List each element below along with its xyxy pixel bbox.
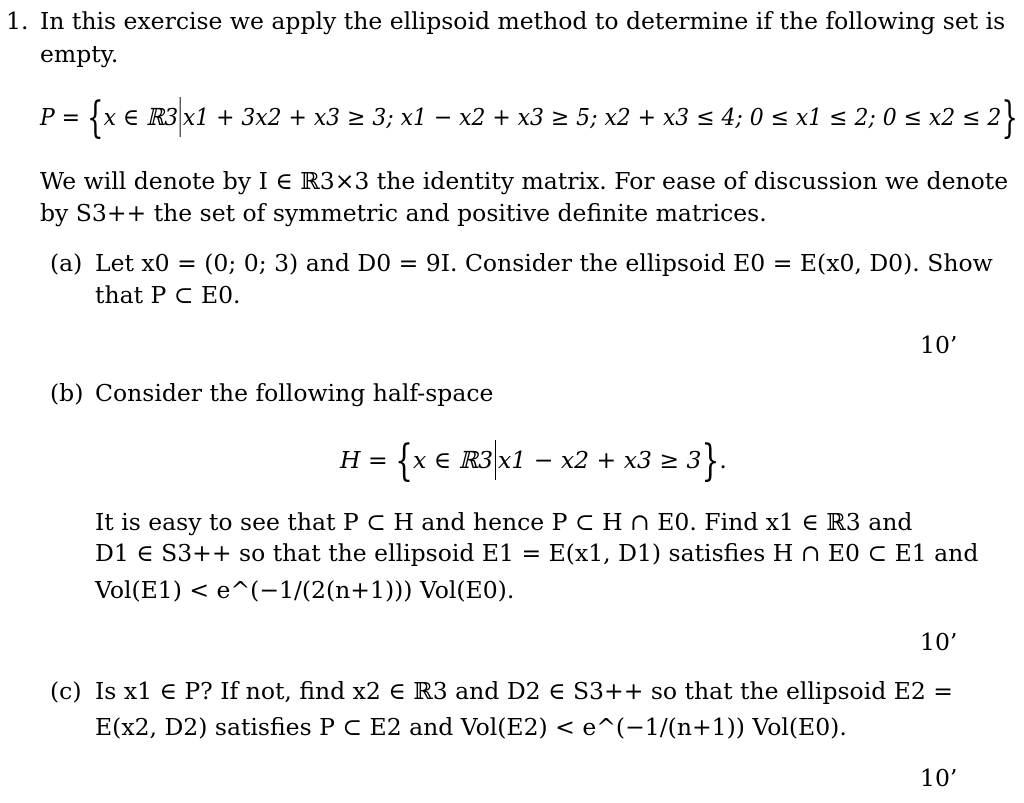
part-a-label: (a)	[50, 249, 83, 277]
set-p-definition	[40, 91, 1018, 144]
halfspace-lhs: H =	[340, 446, 388, 474]
halfspace-element: x ∈ ℝ3	[412, 446, 494, 474]
part-b-points: 10’	[920, 628, 958, 656]
halfspace-period: .	[719, 446, 727, 474]
part-a-points: 10’	[920, 331, 958, 359]
set-p-lhs: P =	[40, 103, 81, 131]
set-builder-bar	[180, 97, 181, 137]
part-a-line1: Let x0 = (0; 0; 3) and D0 = 9I. Consider the ellipsoid E0 = E(x0, D0). Show	[95, 249, 993, 277]
part-b-line1: It is easy to see that P ⊂ H and hence P ⊂ H ∩ E0. Find x1 ∈ ℝ3 and	[95, 508, 913, 536]
part-b-line2: D1 ∈ S3++ so that the ellipsoid E1 = E(x1, D1) satisfies H ∩ E0 ⊂ E1 and	[95, 539, 979, 567]
part-c-line1: Is x1 ∈ P? If not, find x2 ∈ ℝ3 and D2 ∈ S3++ so that the ellipsoid E2 =	[95, 677, 953, 705]
problem-number: 1.	[6, 7, 29, 35]
notation-line1: We will denote by I ∈ ℝ3×3 the identity matrix. For ease of discussion we denote	[40, 167, 1009, 195]
part-b-intro: Consider the following half-space	[95, 379, 494, 407]
right-brace: }	[1001, 91, 1018, 144]
halfspace-bar	[495, 440, 496, 480]
part-b-label: (b)	[50, 379, 84, 407]
part-b-line3: Vol(E1) < e^(−1/(2(n+1))) Vol(E0).	[95, 576, 515, 604]
set-p-element: x ∈ ℝ3	[103, 103, 179, 131]
left-brace: {	[87, 91, 104, 144]
problem-intro-line2: empty.	[40, 40, 119, 68]
problem-intro-line1: In this exercise we apply the ellipsoid method to determine if the following set is	[40, 7, 1006, 35]
halfspace-right-brace: }	[701, 434, 720, 487]
notation-line2: by S3++ the set of symmetric and positive definite matrices.	[40, 199, 767, 227]
part-c-line2: E(x2, D2) satisfies P ⊂ E2 and Vol(E2) < e^(−1/(n+1)) Vol(E0).	[95, 713, 847, 741]
halfspace-constraint: x1 − x2 + x3 ≥ 3	[498, 446, 702, 474]
set-p-constraints: x1 + 3x2 + x3 ≥ 3; x1 − x2 + x3 ≥ 5; x2 + x3 ≤ 4; 0 ≤ x1 ≤ 2; 0 ≤ x2 ≤ 2	[182, 103, 1002, 131]
part-c-label: (c)	[50, 677, 82, 705]
halfspace-definition	[340, 434, 727, 487]
part-a-line2: that P ⊂ E0.	[95, 281, 241, 309]
part-c-points: 10’	[920, 764, 958, 792]
halfspace-left-brace: {	[395, 434, 413, 487]
